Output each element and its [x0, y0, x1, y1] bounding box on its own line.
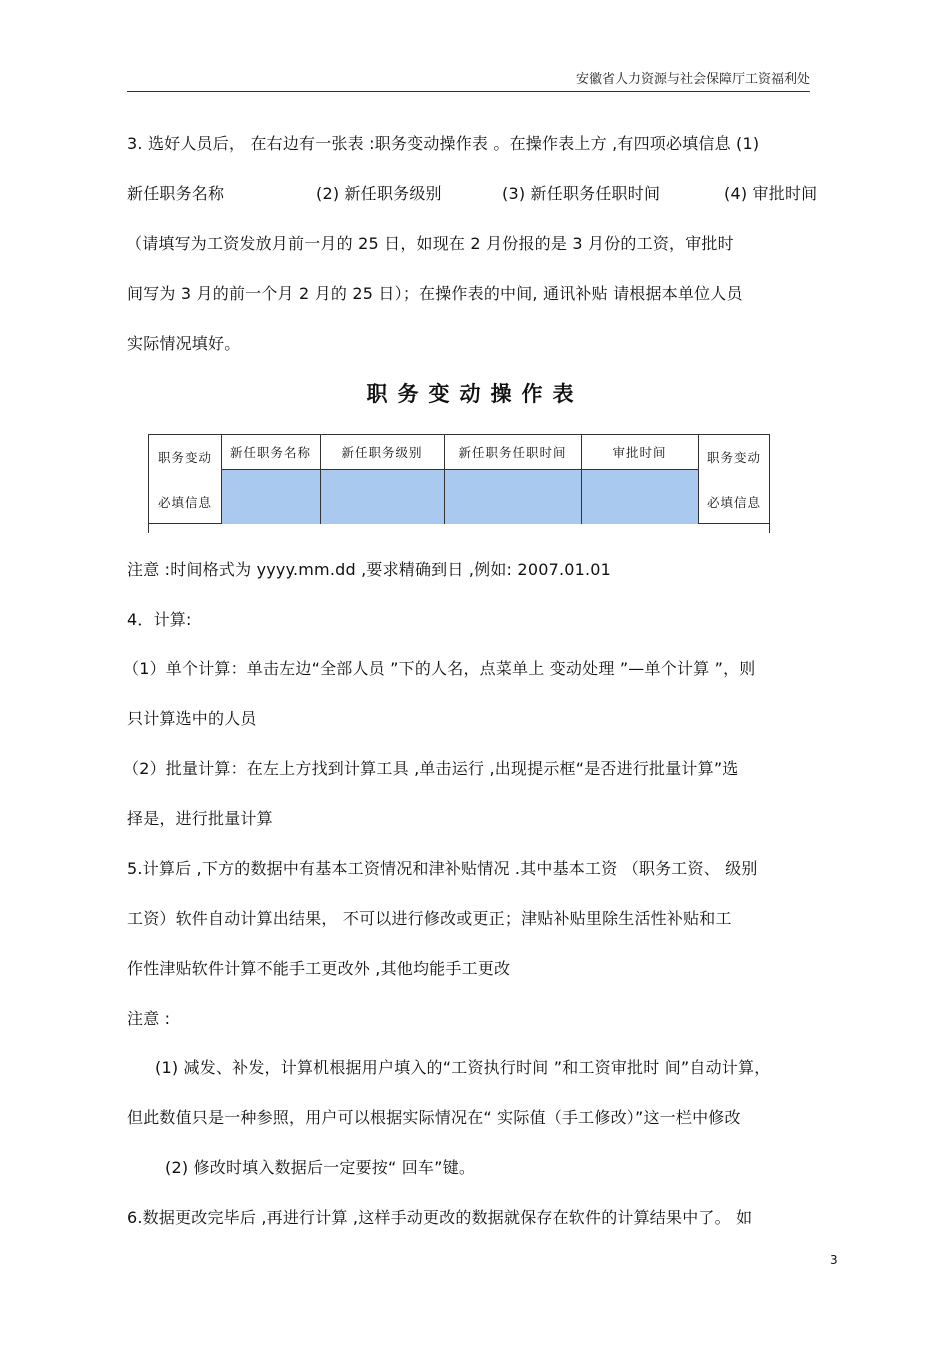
paragraph-line: （请填写为工资发放月前一月的 25 日，如现在 2 月份报的是 3 月份的工资，审批时	[126, 234, 734, 253]
header-divider	[127, 91, 810, 92]
paragraph-line: 新任职务名称	[127, 184, 225, 203]
paragraph-line: 实际情况填好。	[127, 334, 241, 353]
page-header: 安徽省人力资源与社会保障厅工资福利处	[575, 72, 810, 87]
paragraph-line: 只计算选中的人员	[127, 709, 257, 728]
col-header-approval-date: 审批时间	[612, 445, 667, 460]
paragraph-line: 6.数据更改完毕后 ,再进行计算 ,这样手动更改的数据就保存在软件的计算结果中了。 如	[127, 1208, 753, 1227]
paragraph-line: 3. 选好人员后， 在右边有一张表 :职务变动操作表 。在操作表上方 ,有四项必填信息 (1)	[127, 134, 760, 153]
right-label-line2: 必填信息	[706, 495, 761, 510]
section-4-title: 4．计算:	[127, 610, 192, 629]
paragraph-line: 间写为 3 月的前一个月 2 月的 25 日）；在操作表的中间, 通讯补贴 请根据本单位人员	[127, 284, 743, 303]
new-level-input[interactable]	[321, 470, 444, 524]
new-position-input[interactable]	[222, 470, 320, 524]
col-header-new-position: 新任职务名称	[229, 445, 311, 460]
time-format-note: 注意 :时间格式为 yyyy.mm.dd ,要求精确到日 ,例如: 2007.01.01	[127, 560, 612, 579]
paragraph-line: 工资）软件自动计算出结果， 不可以进行修改或更正；津贴补贴里除生活性补贴和工	[127, 909, 732, 928]
paragraph-line: 择是，进行批量计算	[127, 809, 273, 828]
paragraph-line: (3) 新任职务任职时间	[502, 184, 661, 203]
col-header-new-level: 新任职务级别	[341, 445, 423, 460]
paragraph-line: 但此数值只是一种参照，用户可以根据实际情况在“ 实际值（手工修改）”这一栏中修改	[127, 1108, 741, 1127]
table-divider	[148, 523, 149, 533]
paragraph-line: (2) 新任职务级别	[316, 184, 442, 203]
paragraph-line: （2）批量计算：在左上方找到计算工具 ,单击运行 ,出现提示框“是否进行批量计算”选	[123, 759, 739, 778]
right-label-line1: 职务变动	[706, 450, 761, 465]
table-divider	[769, 523, 770, 533]
job-change-form-table	[148, 434, 770, 524]
approval-date-input[interactable]	[582, 470, 698, 524]
form-title: 职务变动操作表	[366, 382, 584, 406]
col-header-appointment-date: 新任职务任职时间	[458, 445, 567, 460]
paragraph-line: 作性津贴软件计算不能手工更改外 ,其他均能手工更改	[127, 959, 511, 978]
appointment-date-input[interactable]	[445, 470, 581, 524]
paragraph-line: (2) 修改时填入数据后一定要按“ 回车”键。	[165, 1158, 476, 1177]
paragraph-line: 5.计算后 ,下方的数据中有基本工资情况和津补贴情况 .其中基本工资 （职务工资、 级别	[127, 859, 758, 878]
paragraph-line: (1) 减发、补发，计算机根据用户填入的“工资执行时间 ”和工资审批时 间”自动计算，	[155, 1058, 771, 1077]
paragraph-line: （1）单个计算：单击左边“全部人员 ”下的人名，点菜单上 变动处理 ”—单个计算 ”，则	[123, 659, 756, 678]
paragraph-line: (4) 审批时间	[724, 184, 818, 203]
left-label-line1: 职务变动	[157, 450, 212, 465]
note-title: 注意 :	[127, 1009, 171, 1028]
left-label-line2: 必填信息	[157, 495, 212, 510]
page-number: 3	[830, 1253, 838, 1267]
